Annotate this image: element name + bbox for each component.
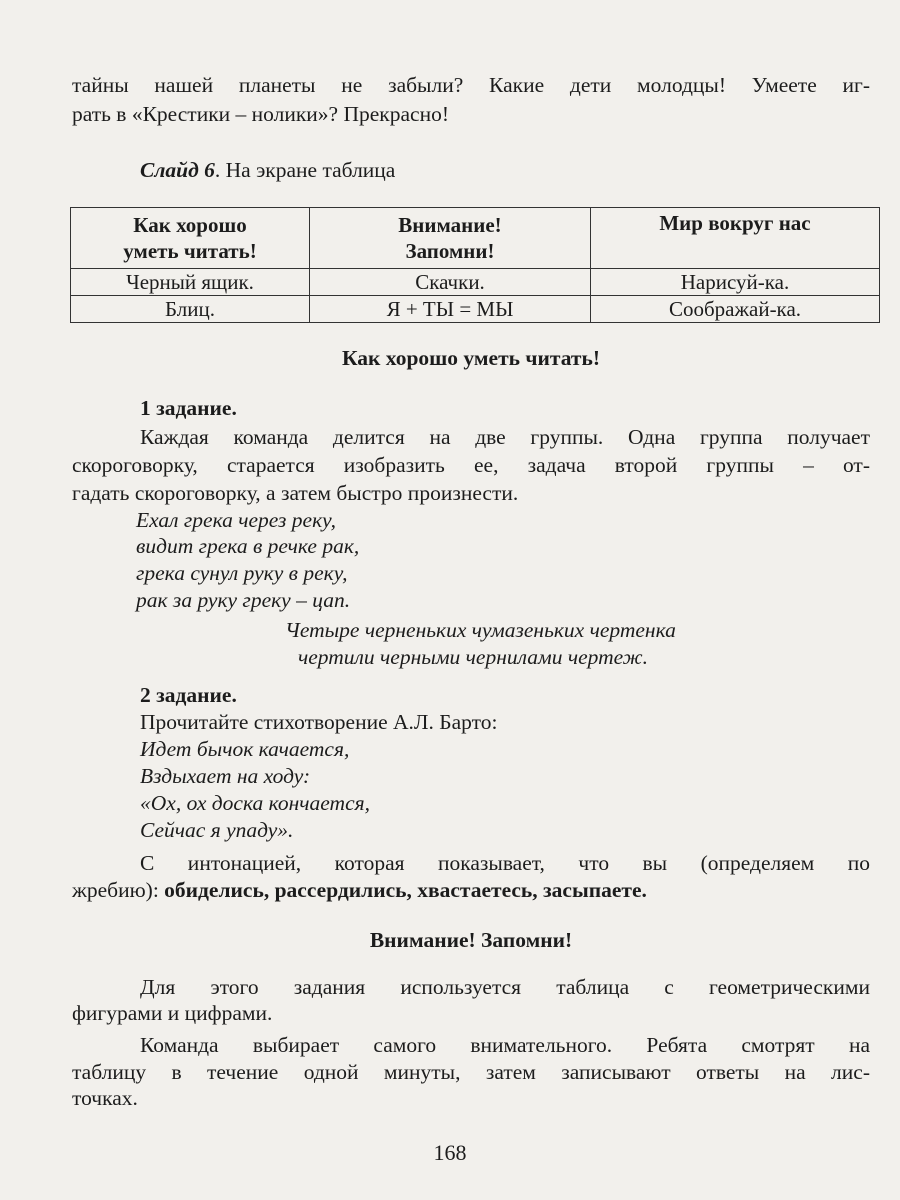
table-cell: Блиц. bbox=[71, 296, 310, 323]
task-title: 1 задание. bbox=[140, 396, 237, 420]
page-number: 168 bbox=[433, 1140, 467, 1165]
poem-line: грека сунул руку в реку, bbox=[136, 561, 348, 585]
poem-line: рак за руку греку – цап. bbox=[136, 588, 351, 612]
text-line: скороговорку, старается изобразить ее, задача второй группы – от- bbox=[72, 453, 870, 477]
table-cell: Скачки. bbox=[310, 269, 591, 296]
text-line: С интонацией, которая показывает, что вы (определяем по bbox=[140, 851, 870, 875]
text-line: точках. bbox=[72, 1086, 138, 1110]
poem-line: чертили черными чернилами чертеж. bbox=[298, 645, 649, 669]
table-header-row bbox=[71, 208, 880, 269]
poem-line: Вздыхает на ходу: bbox=[140, 764, 311, 788]
table-header-cell: Внимание! Запомни! bbox=[310, 208, 591, 269]
text-line: рать в «Крестики – нолики»? Прекрасно! bbox=[72, 102, 449, 126]
text-line: Прочитайте стихотворение А.Л. Барто: bbox=[140, 710, 498, 734]
table-header-cell: Как хорошо уметь читать! bbox=[71, 208, 310, 269]
poem-line: видит грека в речке рак, bbox=[136, 534, 360, 558]
task-title: 2 задание. bbox=[140, 683, 237, 707]
table-cell: Соображай-ка. bbox=[591, 296, 880, 323]
poem-line: Сейчас я упаду». bbox=[140, 818, 294, 842]
table-row bbox=[71, 269, 880, 296]
poem-line: Идет бычок качается, bbox=[140, 737, 350, 761]
text-line: таблицу в течение одной минуты, затем записывают ответы на лис- bbox=[72, 1060, 870, 1084]
slide-table bbox=[70, 207, 880, 323]
table-row bbox=[71, 296, 880, 323]
table-cell: Черный ящик. bbox=[71, 269, 310, 296]
text-line: жребию): обиделись, рассердились, хвастаетесь, засыпаете. bbox=[72, 878, 647, 902]
slide-caption bbox=[140, 156, 900, 184]
text-line: Каждая команда делится на две группы. Одна группа получает bbox=[140, 425, 870, 449]
table-header-cell: Мир вокруг нас bbox=[591, 208, 880, 269]
text-line: гадать скороговорку, а затем быстро произнести. bbox=[72, 481, 519, 505]
poem-line: «Ох, ох доска кончается, bbox=[140, 791, 370, 815]
slide-text: . На экране таблица bbox=[214, 158, 396, 182]
text-line: Команда выбирает самого внимательного. Ребята смотрят на bbox=[140, 1033, 870, 1057]
poem-line: Ехал грека через реку, bbox=[136, 508, 336, 532]
table-cell: Нарисуй-ка. bbox=[591, 269, 880, 296]
text-line: фигурами и цифрами. bbox=[72, 1001, 273, 1025]
section-heading: Внимание! Запомни! bbox=[369, 928, 573, 952]
slide-label: Слайд 6 bbox=[140, 158, 215, 182]
emphasis-text: обиделись, рассердились, хвастаетесь, засыпаете. bbox=[164, 878, 647, 902]
poem-line: Четыре черненьких чумазеньких чертенка bbox=[285, 618, 676, 642]
text-line: тайны нашей планеты не забыли? Какие дети молодцы! Умеете иг- bbox=[72, 73, 870, 97]
table-cell: Я + ТЫ = МЫ bbox=[310, 296, 591, 323]
section-heading: Как хорошо уметь читать! bbox=[341, 346, 601, 370]
text-line: Для этого задания используется таблица с геометрическими bbox=[140, 975, 870, 999]
